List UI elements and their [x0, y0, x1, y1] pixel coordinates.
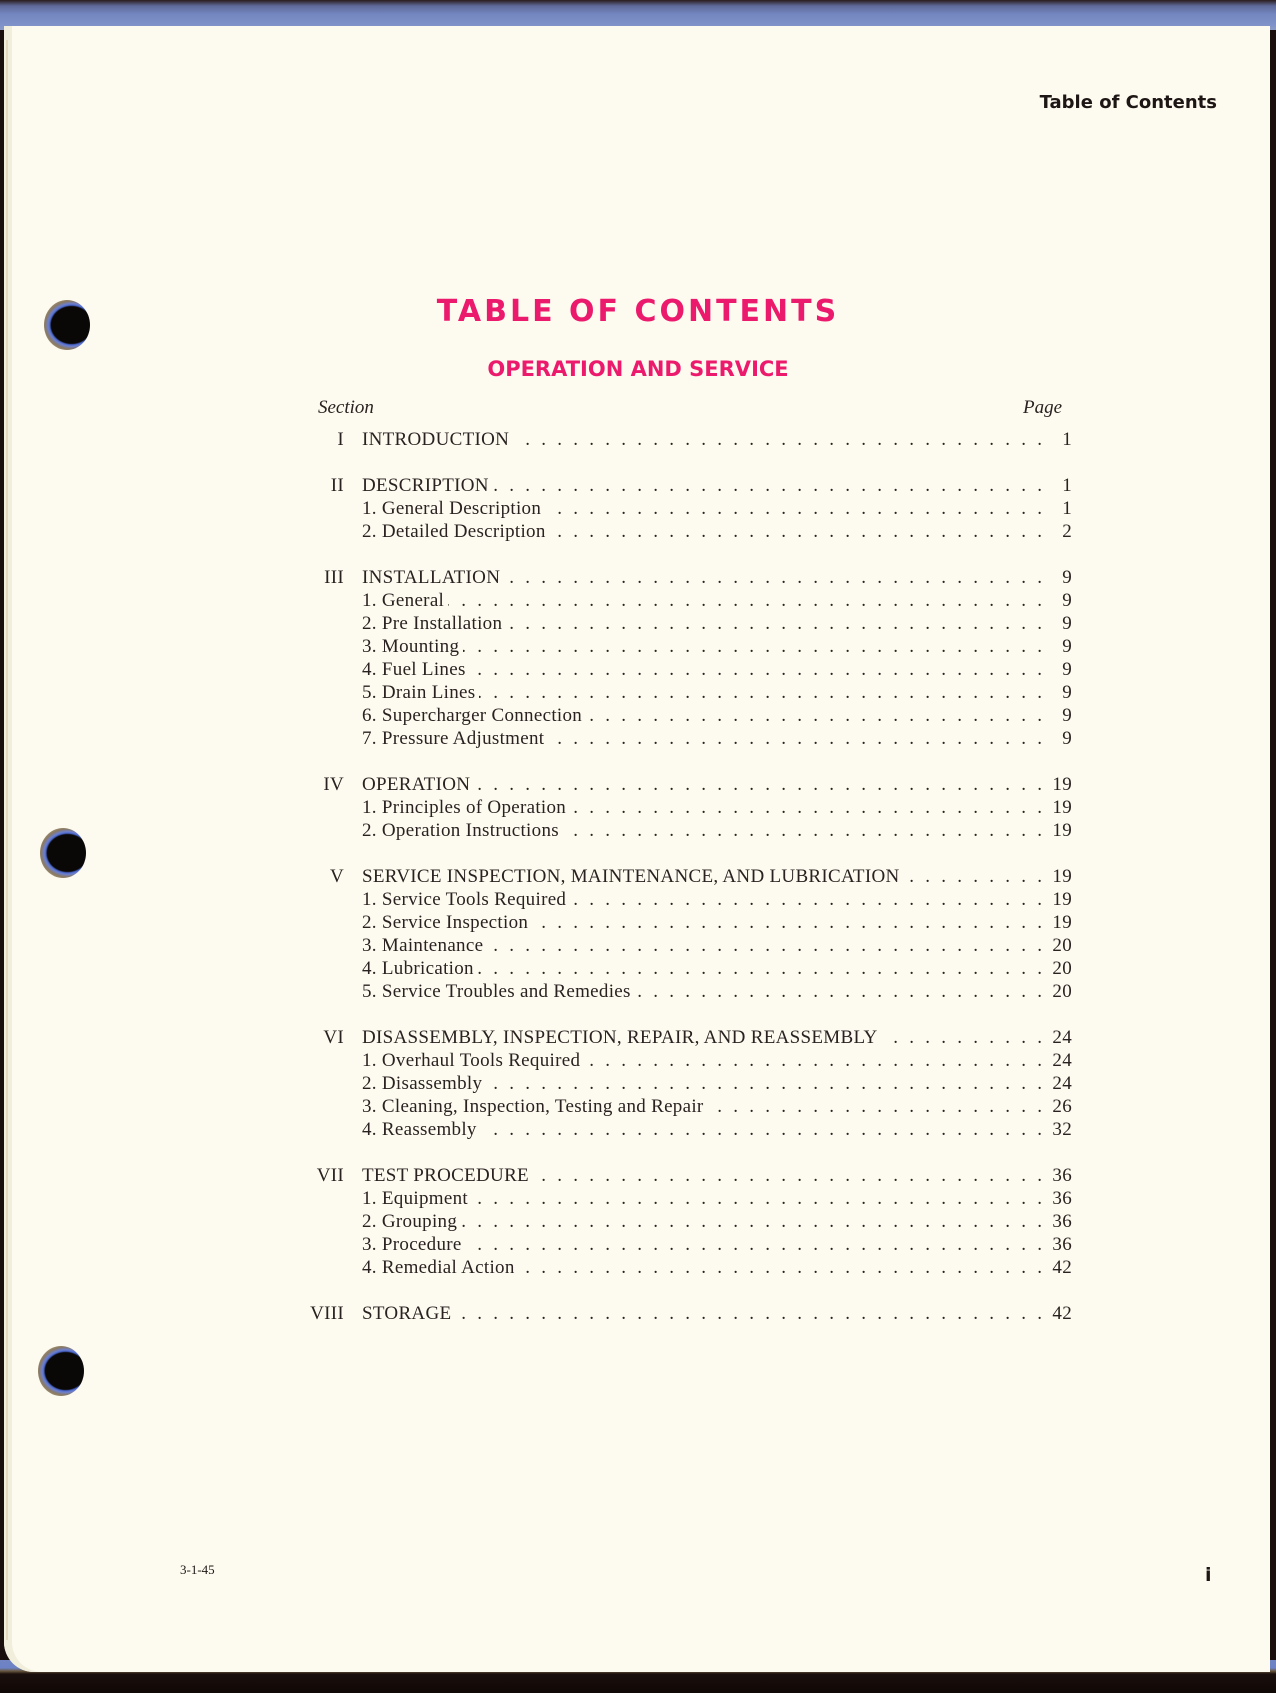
dot-leader: [448, 589, 1042, 612]
dot-leader: [519, 1256, 1042, 1279]
toc-item-row[interactable]: [300, 497, 1072, 520]
punch-hole-bottom: [38, 1346, 84, 1396]
item-page: 20: [1052, 958, 1072, 979]
dot-leader: [550, 520, 1042, 543]
section-page: 19: [1052, 774, 1072, 795]
item-page: 32: [1052, 1119, 1072, 1140]
page-column-header: Page: [1023, 397, 1063, 418]
item-page: 9: [1062, 590, 1072, 611]
table-of-contents: [300, 428, 1072, 1348]
section-title: DISASSEMBLY, INSPECTION, REPAIR, AND REASSEMBLY: [362, 1027, 878, 1048]
toc-item-row[interactable]: [300, 1072, 1072, 1095]
toc-item-row[interactable]: [300, 658, 1072, 681]
item-title: 4. Reassembly: [362, 1119, 477, 1140]
dot-leader: [472, 1187, 1042, 1210]
item-page: 19: [1052, 889, 1072, 910]
item-page: 9: [1062, 636, 1072, 657]
item-title: 1. Service Tools Required: [362, 889, 567, 910]
toc-section-group: [300, 428, 1072, 451]
section-numeral: VIII: [310, 1303, 344, 1324]
item-title: 4. Lubrication: [362, 958, 474, 979]
toc-section-row[interactable]: [300, 773, 1072, 796]
toc-section-group: [300, 1302, 1072, 1325]
toc-item-row[interactable]: [300, 1187, 1072, 1210]
toc-item-row[interactable]: [300, 612, 1072, 635]
dot-leader: [487, 934, 1042, 957]
dot-leader: [570, 888, 1042, 911]
dot-leader: [504, 566, 1042, 589]
item-page: 36: [1052, 1211, 1072, 1232]
toc-section-group: [300, 1026, 1072, 1141]
section-title: INSTALLATION: [362, 567, 501, 588]
item-title: 3. Cleaning, Inspection, Testing and Repair: [362, 1096, 704, 1117]
dot-leader: [513, 428, 1042, 451]
section-page: 19: [1052, 866, 1072, 887]
item-page: 1: [1062, 498, 1072, 519]
item-page: 24: [1052, 1073, 1072, 1094]
item-page: 20: [1052, 981, 1072, 1002]
item-page: 36: [1052, 1234, 1072, 1255]
toc-item-row[interactable]: [300, 1210, 1072, 1233]
item-title: 3. Maintenance: [362, 935, 484, 956]
dot-leader: [584, 1049, 1042, 1072]
item-title: 3. Mounting: [362, 636, 460, 657]
toc-section-group: [300, 865, 1072, 1003]
dot-leader: [493, 474, 1042, 497]
toc-item-row[interactable]: [300, 589, 1072, 612]
section-title: OPERATION: [362, 774, 471, 795]
toc-section-group: [300, 773, 1072, 842]
dot-leader: [506, 612, 1042, 635]
item-title: 1. Equipment: [362, 1188, 468, 1209]
toc-section-row[interactable]: [300, 428, 1072, 451]
dot-leader: [586, 704, 1042, 727]
dot-leader: [563, 819, 1042, 842]
dot-leader: [635, 980, 1042, 1003]
section-page: 1: [1062, 429, 1072, 450]
section-title: STORAGE: [362, 1303, 452, 1324]
dot-leader: [486, 1072, 1042, 1095]
dot-leader: [474, 773, 1042, 796]
section-page: 9: [1062, 567, 1072, 588]
dot-leader: [533, 1164, 1042, 1187]
item-page: 19: [1052, 912, 1072, 933]
dot-leader: [532, 911, 1042, 934]
section-title: INTRODUCTION: [362, 429, 510, 450]
section-page: 24: [1052, 1027, 1072, 1048]
item-page: 9: [1062, 682, 1072, 703]
toc-item-row[interactable]: [300, 1095, 1072, 1118]
item-title: 2. Service Inspection: [362, 912, 529, 933]
section-numeral: II: [330, 475, 344, 496]
toc-section-row[interactable]: [300, 1164, 1072, 1187]
item-title: 4. Remedial Action: [362, 1257, 515, 1278]
item-title: 1. Principles of Operation: [362, 797, 567, 818]
item-title: 1. General: [362, 590, 445, 611]
toc-item-row[interactable]: [300, 796, 1072, 819]
section-numeral: V: [329, 866, 344, 887]
toc-item-row[interactable]: [300, 819, 1072, 842]
toc-item-row[interactable]: [300, 681, 1072, 704]
dot-leader: [478, 957, 1042, 980]
item-page: 19: [1052, 797, 1072, 818]
item-page: 20: [1052, 935, 1072, 956]
dot-leader: [479, 681, 1042, 704]
page-edge-shadow: [6, 40, 8, 1640]
item-title: 5. Drain Lines: [362, 682, 476, 703]
section-numeral: IV: [323, 774, 344, 795]
item-title: 4. Fuel Lines: [362, 659, 466, 680]
toc-item-row[interactable]: [300, 911, 1072, 934]
section-title: DESCRIPTION: [362, 475, 489, 496]
toc-section-row[interactable]: [300, 566, 1072, 589]
toc-section-group: [300, 566, 1072, 750]
item-page: 26: [1052, 1096, 1072, 1117]
section-numeral: III: [324, 567, 344, 588]
section-numeral: VII: [316, 1165, 344, 1186]
section-page: 36: [1052, 1165, 1072, 1186]
item-title: 2. Grouping: [362, 1211, 458, 1232]
toc-item-row[interactable]: [300, 957, 1072, 980]
dot-leader: [708, 1095, 1042, 1118]
toc-item-row[interactable]: [300, 1233, 1072, 1256]
toc-item-row[interactable]: [300, 635, 1072, 658]
dot-leader: [463, 635, 1042, 658]
item-page: 9: [1062, 705, 1072, 726]
toc-item-row[interactable]: [300, 888, 1072, 911]
section-numeral: VI: [323, 1027, 344, 1048]
toc-section-row[interactable]: [300, 1026, 1072, 1049]
section-title: TEST PROCEDURE: [362, 1165, 529, 1186]
section-page: 42: [1052, 1303, 1072, 1324]
item-page: 24: [1052, 1050, 1072, 1071]
item-page: 9: [1062, 728, 1072, 749]
toc-item-row[interactable]: [300, 1118, 1072, 1141]
page-title: TABLE OF CONTENTS: [436, 294, 840, 329]
section-title: SERVICE INSPECTION, MAINTENANCE, AND LUBRICATION: [362, 866, 900, 887]
section-numeral: I: [337, 429, 344, 450]
item-title: 2. Disassembly: [362, 1073, 483, 1094]
item-page: 9: [1062, 659, 1072, 680]
section-page: 1: [1062, 475, 1072, 496]
toc-section-row[interactable]: [300, 1302, 1072, 1325]
dot-leader: [548, 727, 1042, 750]
item-title: 2. Detailed Description: [362, 521, 546, 542]
punch-hole-middle: [40, 828, 86, 878]
dot-leader: [466, 1233, 1042, 1256]
item-page: 2: [1062, 521, 1072, 542]
toc-item-row[interactable]: [300, 704, 1072, 727]
item-title: 1. Overhaul Tools Required: [362, 1050, 581, 1071]
toc-item-row[interactable]: [300, 520, 1072, 543]
item-page: 36: [1052, 1188, 1072, 1209]
item-title: 5. Service Troubles and Remedies: [362, 981, 631, 1002]
item-page: 19: [1052, 820, 1072, 841]
toc-item-row[interactable]: [300, 727, 1072, 750]
dot-leader: [461, 1210, 1042, 1233]
item-title: 2. Pre Installation: [362, 613, 503, 634]
item-page: 9: [1062, 613, 1072, 634]
dot-leader: [903, 865, 1042, 888]
dot-leader: [481, 1118, 1042, 1141]
toc-item-row[interactable]: [300, 980, 1072, 1003]
toc-section-row[interactable]: [300, 865, 1072, 888]
item-title: 7. Pressure Adjustment: [362, 728, 545, 749]
dot-leader: [470, 658, 1042, 681]
dot-leader: [570, 796, 1042, 819]
toc-item-row[interactable]: [300, 934, 1072, 957]
page-subtitle: OPERATION AND SERVICE: [487, 357, 789, 381]
dot-leader: [455, 1302, 1042, 1325]
section-column-header: Section: [318, 397, 374, 418]
toc-section-group: [300, 1164, 1072, 1279]
page-number: i: [1205, 1564, 1212, 1586]
toc-item-row[interactable]: [300, 1049, 1072, 1072]
toc-section-group: [300, 474, 1072, 543]
item-page: 42: [1052, 1257, 1072, 1278]
item-title: 6. Supercharger Connection: [362, 705, 583, 726]
item-title: 1. General Description: [362, 498, 542, 519]
dot-leader: [545, 497, 1042, 520]
item-title: 3. Procedure: [362, 1234, 462, 1255]
revision-date: 3-1-45: [180, 1562, 215, 1577]
toc-section-row[interactable]: [300, 474, 1072, 497]
dot-leader: [881, 1026, 1042, 1049]
toc-item-row[interactable]: [300, 1256, 1072, 1279]
item-title: 2. Operation Instructions: [362, 820, 559, 841]
running-head: Table of Contents: [1039, 92, 1217, 113]
